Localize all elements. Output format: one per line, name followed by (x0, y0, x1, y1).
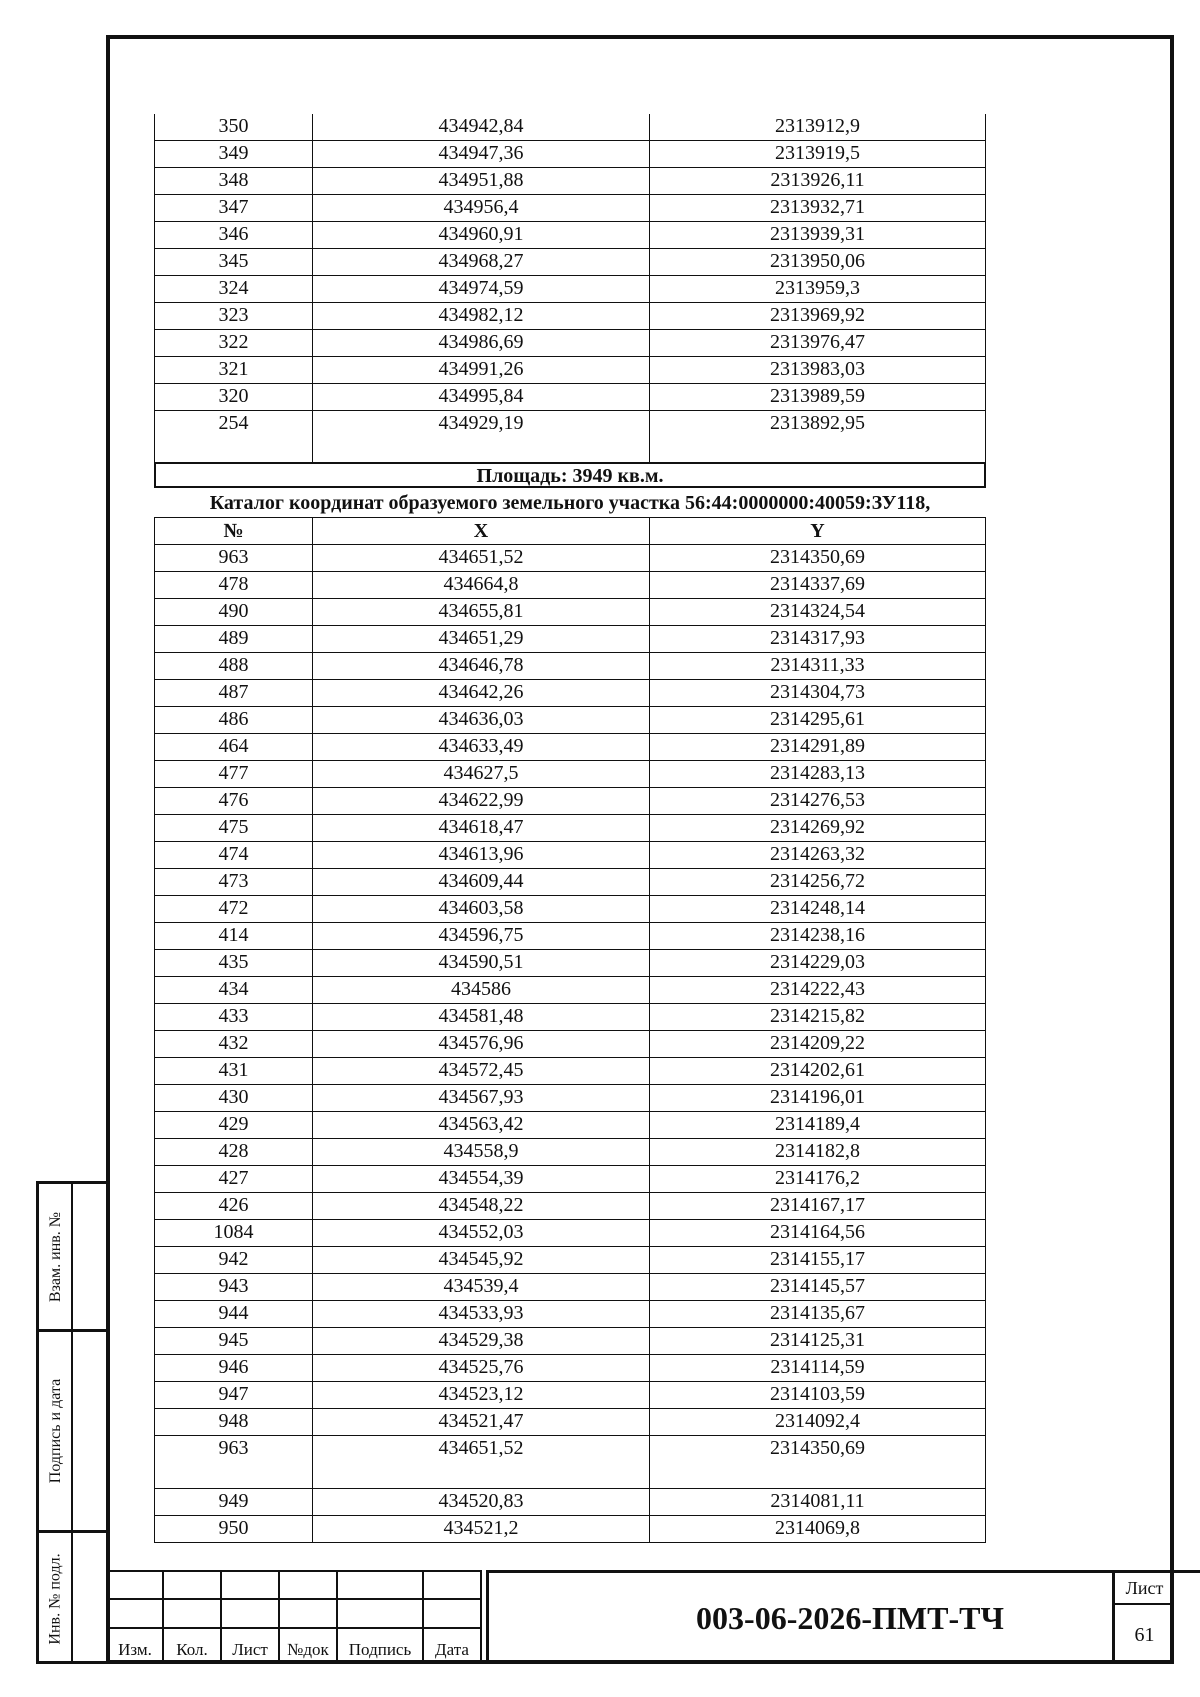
x-coordinate-cell: 434533,93 (313, 1301, 650, 1328)
table-row (155, 1220, 986, 1247)
x-coordinate-cell: 434521,2 (313, 1516, 650, 1543)
table-row (155, 1193, 986, 1220)
point-number-cell: 946 (155, 1355, 313, 1382)
x-coordinate-cell: 434618,47 (313, 815, 650, 842)
y-coordinate-cell: 2313976,47 (650, 330, 986, 357)
y-coordinate-cell: 2313969,92 (650, 303, 986, 330)
table-row (155, 680, 986, 707)
side-cell-replacement-inventory (39, 1184, 73, 1329)
table-row (155, 114, 986, 141)
table-row (155, 788, 986, 815)
point-number-cell: 323 (155, 303, 313, 330)
table-row (155, 1489, 986, 1516)
point-number-cell: 432 (155, 1031, 313, 1058)
point-number-cell: 476 (155, 788, 313, 815)
point-number-cell: 350 (155, 114, 313, 141)
point-number-cell: 435 (155, 950, 313, 977)
table-row (155, 1031, 986, 1058)
table-row (155, 1516, 986, 1543)
x-coordinate-cell: 434552,03 (313, 1220, 650, 1247)
y-coordinate-cell: 2314311,33 (650, 653, 986, 680)
x-coordinate-cell: 434651,29 (313, 626, 650, 653)
document-code: 003-06-2026-ПМТ-ТЧ (486, 1570, 1200, 1664)
point-number-cell: 427 (155, 1166, 313, 1193)
coordinates-table-continued (154, 114, 986, 464)
y-coordinate-cell: 2314276,53 (650, 788, 986, 815)
y-coordinate-cell: 2314238,16 (650, 923, 986, 950)
x-coordinate-cell: 434558,9 (313, 1139, 650, 1166)
revision-row (107, 1571, 481, 1599)
y-coordinate-cell: 2314209,22 (650, 1031, 986, 1058)
table-row (155, 896, 986, 923)
y-coordinate-cell: 2314155,17 (650, 1247, 986, 1274)
y-coordinate-cell: 2314283,13 (650, 761, 986, 788)
y-coordinate-cell: 2314350,69 (650, 545, 986, 572)
x-coordinate-cell: 434581,48 (313, 1004, 650, 1031)
table-row (155, 249, 986, 276)
table-row (155, 1436, 986, 1489)
y-coordinate-cell: 2314135,67 (650, 1301, 986, 1328)
y-coordinate-cell: 2314248,14 (650, 896, 986, 923)
side-cell-original-inventory (39, 1533, 73, 1664)
y-coordinate-cell: 2314215,82 (650, 1004, 986, 1031)
point-number-cell: 477 (155, 761, 313, 788)
table-row (155, 1139, 986, 1166)
point-number-cell: 490 (155, 599, 313, 626)
col-change: Изм. (107, 1628, 163, 1661)
point-number-cell: 254 (155, 411, 313, 464)
y-coordinate-cell: 2313983,03 (650, 357, 986, 384)
point-number-cell: 1084 (155, 1220, 313, 1247)
y-coordinate-cell: 2314269,92 (650, 815, 986, 842)
area-summary: Площадь: 3949 кв.м. (154, 462, 986, 488)
table-row (155, 330, 986, 357)
point-number-cell: 950 (155, 1516, 313, 1543)
y-coordinate-cell: 2314125,31 (650, 1328, 986, 1355)
table-row (155, 141, 986, 168)
table-row (155, 626, 986, 653)
table-row (155, 842, 986, 869)
y-coordinate-cell: 2314304,73 (650, 680, 986, 707)
x-coordinate-cell: 434622,99 (313, 788, 650, 815)
table-row (155, 950, 986, 977)
table-row (155, 1274, 986, 1301)
y-coordinate-cell: 2314202,61 (650, 1058, 986, 1085)
x-coordinate-cell: 434947,36 (313, 141, 650, 168)
y-coordinate-cell: 2314337,69 (650, 572, 986, 599)
col-date: Дата (423, 1628, 481, 1661)
sheet-label: Лист (1115, 1573, 1174, 1605)
table-row (155, 1301, 986, 1328)
point-number-cell: 943 (155, 1274, 313, 1301)
x-coordinate-cell: 434655,81 (313, 599, 650, 626)
point-number-cell: 963 (155, 1436, 313, 1489)
point-number-cell: 475 (155, 815, 313, 842)
x-coordinate-cell: 434636,03 (313, 707, 650, 734)
y-coordinate-cell: 2314103,59 (650, 1382, 986, 1409)
y-coordinate-cell: 2313892,95 (650, 411, 986, 464)
y-coordinate-cell: 2314164,56 (650, 1220, 986, 1247)
x-coordinate-cell: 434664,8 (313, 572, 650, 599)
col-doc-number: №док (279, 1628, 337, 1661)
point-number-cell: 426 (155, 1193, 313, 1220)
table-row (155, 815, 986, 842)
table-row (155, 1004, 986, 1031)
side-cell-signature-date (39, 1332, 73, 1530)
x-coordinate-cell: 434576,96 (313, 1031, 650, 1058)
y-coordinate-cell: 2314263,32 (650, 842, 986, 869)
y-coordinate-cell: 2313989,59 (650, 384, 986, 411)
table-row (155, 761, 986, 788)
point-number-cell: 433 (155, 1004, 313, 1031)
x-coordinate-cell: 434563,42 (313, 1112, 650, 1139)
y-coordinate-cell: 2313912,9 (650, 114, 986, 141)
point-number-cell: 429 (155, 1112, 313, 1139)
header-y: Y (650, 518, 986, 545)
table-row (155, 222, 986, 249)
x-coordinate-cell: 434974,59 (313, 276, 650, 303)
x-coordinate-cell: 434609,44 (313, 869, 650, 896)
x-coordinate-cell: 434968,27 (313, 249, 650, 276)
point-number-cell: 942 (155, 1247, 313, 1274)
x-coordinate-cell: 434633,49 (313, 734, 650, 761)
side-stamp (36, 1181, 106, 1664)
point-number-cell: 430 (155, 1085, 313, 1112)
table-row (155, 977, 986, 1004)
title-block (106, 1570, 1174, 1664)
x-coordinate-cell: 434567,93 (313, 1085, 650, 1112)
x-coordinate-cell: 434586 (313, 977, 650, 1004)
x-coordinate-cell: 434554,39 (313, 1166, 650, 1193)
x-coordinate-cell: 434995,84 (313, 384, 650, 411)
table-row (155, 734, 986, 761)
point-number-cell: 948 (155, 1409, 313, 1436)
col-signature: Подпись (337, 1628, 423, 1661)
y-coordinate-cell: 2314189,4 (650, 1112, 986, 1139)
x-coordinate-cell: 434525,76 (313, 1355, 650, 1382)
table-row (155, 545, 986, 572)
x-coordinate-cell: 434651,52 (313, 545, 650, 572)
x-coordinate-cell: 434603,58 (313, 896, 650, 923)
x-coordinate-cell: 434646,78 (313, 653, 650, 680)
y-coordinate-cell: 2314229,03 (650, 950, 986, 977)
table-row (155, 168, 986, 195)
col-count: Кол. (163, 1628, 221, 1661)
y-coordinate-cell: 2314295,61 (650, 707, 986, 734)
point-number-cell: 486 (155, 707, 313, 734)
coordinates-table (154, 517, 986, 1543)
x-coordinate-cell: 434520,83 (313, 1489, 650, 1516)
side-label-original-inventory: Инв. № подл. (47, 1552, 65, 1645)
point-number-cell: 345 (155, 249, 313, 276)
y-coordinate-cell: 2314092,4 (650, 1409, 986, 1436)
y-coordinate-cell: 2314256,72 (650, 869, 986, 896)
catalog-title: Каталог координат образуемого земельного участка 56:44:0000000:40059:ЗУ118, (209, 492, 931, 514)
coordinates-table-body (155, 545, 986, 1543)
header-x: X (313, 518, 650, 545)
point-number-cell: 947 (155, 1382, 313, 1409)
point-number-cell: 472 (155, 896, 313, 923)
table-row (155, 276, 986, 303)
table-row (155, 1328, 986, 1355)
y-coordinate-cell: 2314176,2 (650, 1166, 986, 1193)
point-number-cell: 488 (155, 653, 313, 680)
coordinates-table-continued-body (155, 114, 986, 464)
point-number-cell: 478 (155, 572, 313, 599)
revision-grid (106, 1570, 482, 1662)
x-coordinate-cell: 434523,12 (313, 1382, 650, 1409)
point-number-cell: 474 (155, 842, 313, 869)
table-row (155, 1112, 986, 1139)
point-number-cell: 428 (155, 1139, 313, 1166)
point-number-cell: 487 (155, 680, 313, 707)
point-number-cell: 349 (155, 141, 313, 168)
y-coordinate-cell: 2314069,8 (650, 1516, 986, 1543)
y-coordinate-cell: 2314145,57 (650, 1274, 986, 1301)
point-number-cell: 347 (155, 195, 313, 222)
y-coordinate-cell: 2313932,71 (650, 195, 986, 222)
point-number-cell: 434 (155, 977, 313, 1004)
point-number-cell: 320 (155, 384, 313, 411)
x-coordinate-cell: 434982,12 (313, 303, 650, 330)
y-coordinate-cell: 2314182,8 (650, 1139, 986, 1166)
y-coordinate-cell: 2313939,31 (650, 222, 986, 249)
y-coordinate-cell: 2314324,54 (650, 599, 986, 626)
table-header-row (155, 518, 986, 545)
point-number-cell: 944 (155, 1301, 313, 1328)
table-row (155, 923, 986, 950)
point-number-cell: 324 (155, 276, 313, 303)
table-row (155, 303, 986, 330)
table-row (155, 384, 986, 411)
sheet-number: 61 (1134, 1624, 1155, 1646)
table-row (155, 572, 986, 599)
x-coordinate-cell: 434572,45 (313, 1058, 650, 1085)
y-coordinate-cell: 2314114,59 (650, 1355, 986, 1382)
table-row (155, 599, 986, 626)
x-coordinate-cell: 434590,51 (313, 950, 650, 977)
x-coordinate-cell: 434539,4 (313, 1274, 650, 1301)
y-coordinate-cell: 2314167,17 (650, 1193, 986, 1220)
side-label-replacement-inventory: Взам. инв. № (47, 1211, 65, 1302)
table-row (155, 1355, 986, 1382)
y-coordinate-cell: 2314081,11 (650, 1489, 986, 1516)
x-coordinate-cell: 434613,96 (313, 842, 650, 869)
y-coordinate-cell: 2313926,11 (650, 168, 986, 195)
table-row (155, 1409, 986, 1436)
x-coordinate-cell: 434548,22 (313, 1193, 650, 1220)
x-coordinate-cell: 434545,92 (313, 1247, 650, 1274)
table-row (155, 195, 986, 222)
x-coordinate-cell: 434521,47 (313, 1409, 650, 1436)
y-coordinate-cell: 2314222,43 (650, 977, 986, 1004)
x-coordinate-cell: 434951,88 (313, 168, 650, 195)
point-number-cell: 346 (155, 222, 313, 249)
y-coordinate-cell: 2314291,89 (650, 734, 986, 761)
col-sheet: Лист (221, 1628, 279, 1661)
table-row (155, 357, 986, 384)
y-coordinate-cell: 2314350,69 (650, 1436, 986, 1489)
point-number-cell: 348 (155, 168, 313, 195)
y-coordinate-cell: 2314196,01 (650, 1085, 986, 1112)
table-row (155, 1058, 986, 1085)
x-coordinate-cell: 434956,4 (313, 195, 650, 222)
x-coordinate-cell: 434960,91 (313, 222, 650, 249)
point-number-cell: 473 (155, 869, 313, 896)
x-coordinate-cell: 434651,52 (313, 1436, 650, 1489)
table-row (155, 1085, 986, 1112)
header-number: № (155, 518, 313, 545)
y-coordinate-cell: 2313950,06 (650, 249, 986, 276)
x-coordinate-cell: 434596,75 (313, 923, 650, 950)
table-row (155, 869, 986, 896)
x-coordinate-cell: 434986,69 (313, 330, 650, 357)
table-row (155, 1247, 986, 1274)
point-number-cell: 464 (155, 734, 313, 761)
point-number-cell: 414 (155, 923, 313, 950)
point-number-cell: 489 (155, 626, 313, 653)
point-number-cell: 945 (155, 1328, 313, 1355)
point-number-cell: 963 (155, 545, 313, 572)
y-coordinate-cell: 2314317,93 (650, 626, 986, 653)
side-label-signature-date: Подпись и дата (47, 1378, 64, 1484)
point-number-cell: 431 (155, 1058, 313, 1085)
x-coordinate-cell: 434929,19 (313, 411, 650, 464)
y-coordinate-cell: 2313959,3 (650, 276, 986, 303)
table-row (155, 411, 986, 464)
x-coordinate-cell: 434627,5 (313, 761, 650, 788)
revision-header-row (107, 1628, 481, 1661)
x-coordinate-cell: 434991,26 (313, 357, 650, 384)
x-coordinate-cell: 434942,84 (313, 114, 650, 141)
point-number-cell: 949 (155, 1489, 313, 1516)
point-number-cell: 321 (155, 357, 313, 384)
point-number-cell: 322 (155, 330, 313, 357)
y-coordinate-cell: 2313919,5 (650, 141, 986, 168)
table-row (155, 1382, 986, 1409)
x-coordinate-cell: 434529,38 (313, 1328, 650, 1355)
x-coordinate-cell: 434642,26 (313, 680, 650, 707)
sheet-box (1112, 1570, 1174, 1664)
table-row (155, 1166, 986, 1193)
table-row (155, 653, 986, 680)
revision-row (107, 1599, 481, 1628)
table-row (155, 707, 986, 734)
